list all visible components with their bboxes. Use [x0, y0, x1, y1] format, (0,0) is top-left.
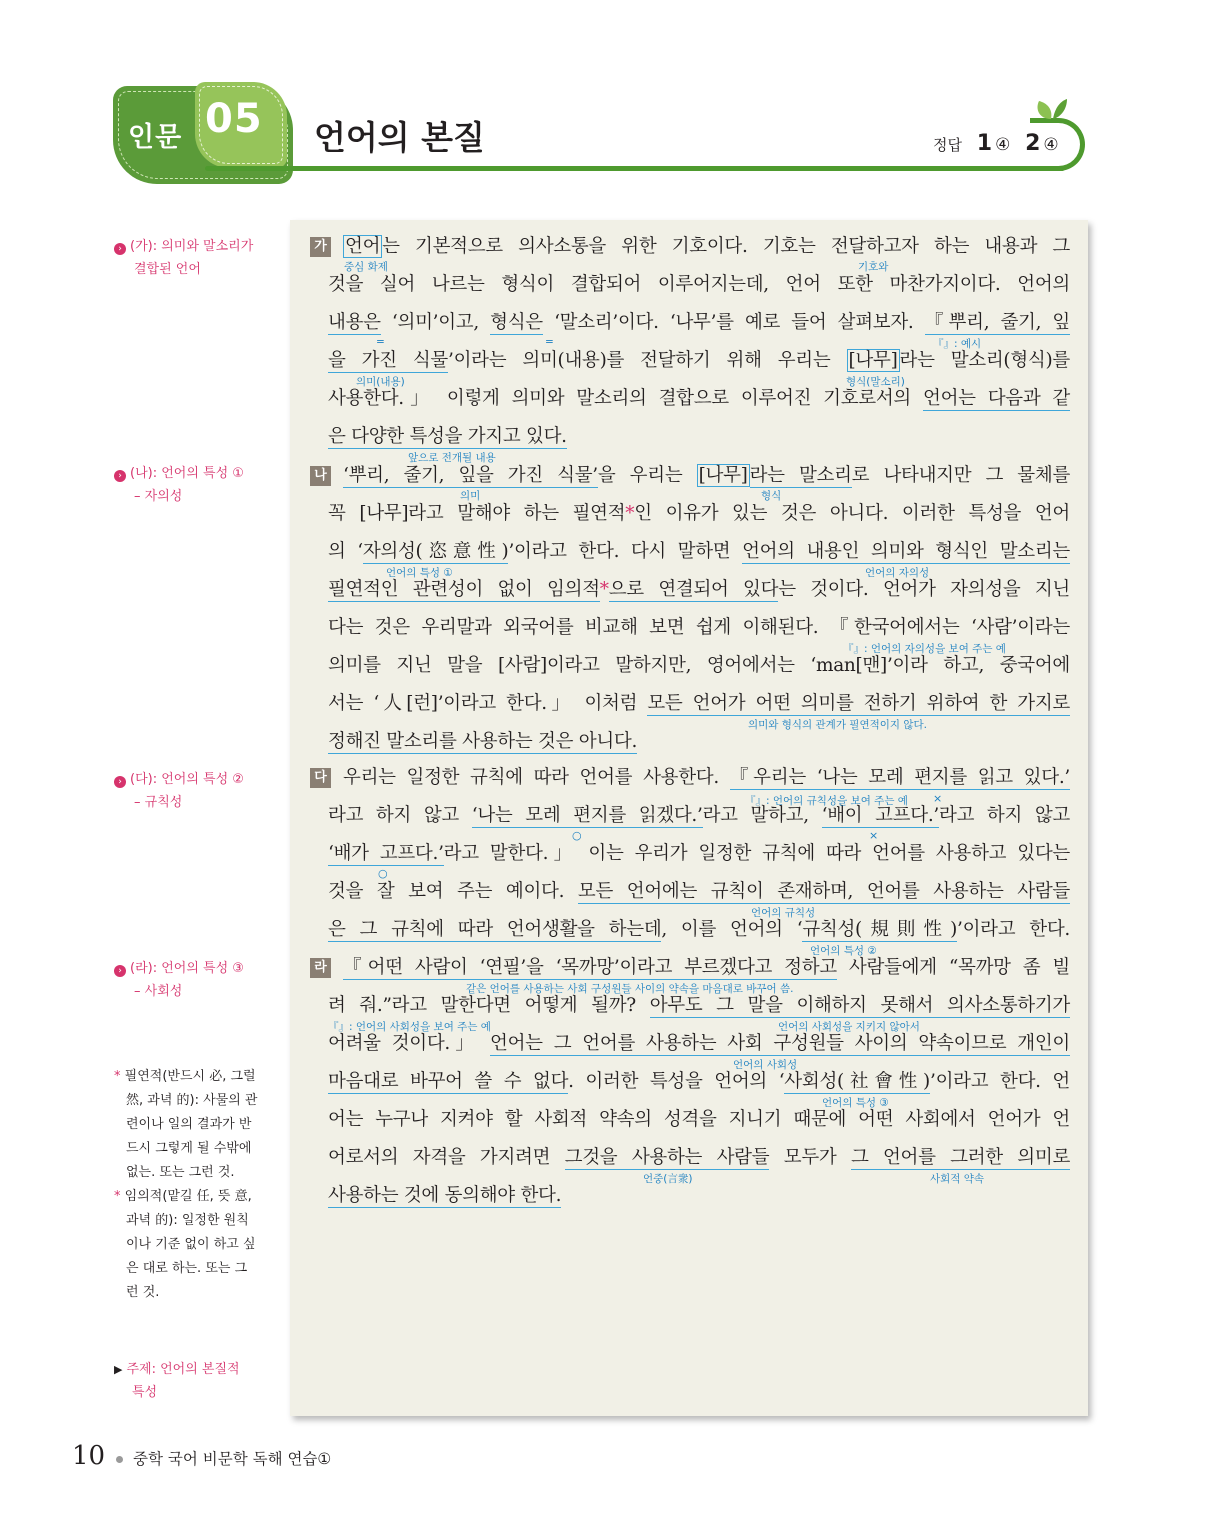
text-run: 꼭 [나무]라고 말해야 하는 필연적 — [328, 503, 626, 524]
annotation: 언어의 특성 ③ — [822, 1097, 889, 1109]
text-run: ‘나는 모레 편지를 읽겠다.’ — [471, 805, 703, 826]
text-run: ‘의미’이고, — [380, 312, 491, 333]
arrow-circle-icon: › — [114, 470, 126, 482]
passage-line — [328, 577, 1070, 603]
text-run: 것을 잘 보여 주는 예이다. — [328, 881, 578, 902]
glossary-line: 然, 과녁 的): 사물의 관 — [126, 1093, 258, 1108]
sidebar-note-ga — [114, 235, 274, 281]
answer-a1: ④ — [995, 135, 1011, 155]
passage-line — [343, 234, 1070, 260]
passage-line — [343, 955, 1070, 981]
sidebar-note-line: (다): 언어의 특성 ② — [130, 772, 244, 787]
annotation: 『』: 언어의 규칙성을 보여 주는 예 — [745, 795, 908, 807]
passage-line — [328, 615, 1070, 641]
text-run: ’이라고 한다. — [957, 919, 1070, 940]
text-run: 사용한다.」 이렇게 의미와 말소리의 결합으로 이루어진 기호로서의 — [328, 388, 923, 409]
text-run: 으로 연결되어 있다 — [608, 579, 779, 600]
annotation: 사회적 약속 — [930, 1173, 985, 1185]
paragraph-mark-ra: 라 — [310, 958, 331, 978]
annotation: 의미와 형식의 관계가 필연적이지 않다. — [748, 719, 927, 731]
theme-line: 특성 — [132, 1385, 158, 1400]
key-term: 언어 — [345, 236, 381, 257]
category-label: 인문 — [128, 122, 183, 153]
theme-note — [114, 1358, 274, 1404]
text-run: 려 줘.”라고 말한다면 어떻게 될까? — [328, 995, 650, 1016]
passage-line — [328, 729, 1070, 755]
text-run: 『우리는 ‘나는 모레 편지를 읽고 있다.’ — [729, 767, 1070, 788]
text-run: 라고 하지 않고 — [939, 805, 1070, 826]
annotation: 언어의 사회성을 지키지 않아서 — [778, 1021, 920, 1033]
text-run: 정해진 말소리를 사용하는 것은 아니다. — [328, 731, 638, 752]
paragraph-mark-da: 다 — [310, 768, 331, 788]
text-run: 라고 말한다.」 이는 우리가 일정한 규칙에 따라 언어를 사용하고 있다는 — [443, 843, 1070, 864]
paragraph-mark-na: 나 — [310, 466, 331, 486]
passage-line — [328, 1031, 1070, 1057]
text-run: 아무도 그 말을 이해하지 못해서 의사소통하기가 — [649, 995, 1071, 1016]
bullet-dot-icon — [116, 1456, 123, 1463]
glossary-line: 필연적(반드시 必, 그럴 — [124, 1069, 256, 1084]
answer-a2: ④ — [1043, 135, 1059, 155]
passage-line: 것을 실어 나르는 형식이 결합되어 이루어지는데, 언어 또한 마찬가지이다. 언어의 — [328, 274, 1070, 295]
text-run: * — [625, 503, 635, 524]
book-title: 중학 국어 비문학 독해 연습① — [133, 1450, 332, 1468]
text-run: 라는 말소리(형식)를 — [899, 350, 1070, 371]
text-run: 라고 하지 않고 — [328, 805, 472, 826]
sidebar-note-line: – 자의성 — [134, 489, 183, 504]
correct-mark: ○ — [572, 829, 582, 842]
text-run: 는 기본적으로 의사소통을 위한 기호이다. 기호는 전달하고자 하는 내용과 그 — [382, 236, 1070, 257]
annotation: 언중(言衆) — [643, 1173, 693, 1185]
text-run: 『한국어에서는 ‘사람’이라는 — [829, 617, 1070, 638]
text-run: 어로서의 자격을 가지려면 — [328, 1147, 565, 1168]
text-run: , 이를 언어의 ‘ — [661, 919, 803, 940]
passage-line — [328, 386, 1070, 412]
passage-line: 어는 누구나 지켜야 할 사회적 약속의 성격을 지니기 때문에 어떤 사회에서 언어가 언 — [328, 1109, 1070, 1130]
sidebar-note-na — [114, 462, 274, 508]
annotation: 『』: 예시 — [933, 338, 982, 350]
lesson-number: 05 — [205, 96, 263, 142]
passage-line: 의미를 지닌 말을 [사람]이라고 말하지만, 영어에서는 ‘man[맨]’이라 하고, 중국어에 — [328, 655, 1070, 676]
annotation: = — [545, 336, 554, 348]
text-run: 필연적인 관련성이 없이 임의적 — [328, 579, 600, 600]
text-run: 로 나타내지만 그 물체를 — [851, 465, 1071, 486]
glossary-line: 없는. 또는 그런 것. — [126, 1165, 235, 1180]
annotation: 기호와 — [858, 261, 889, 273]
text-run: 언어는 그 언어를 사용하는 사회 구성원들 사이의 약속이므로 개인이 — [490, 1033, 1070, 1054]
glossary-line: 과녁 的): 일정한 원칙 — [126, 1213, 249, 1228]
annotation: 중심 화제 — [344, 261, 388, 273]
wrong-mark: × — [933, 792, 943, 805]
annotation: 언어의 규칙성 — [751, 907, 816, 919]
asterisk-icon: * — [114, 1069, 121, 1084]
text-run: 라고 말하고, — [702, 805, 822, 826]
sidebar-note-line: – 사회성 — [134, 984, 183, 999]
theme-line: 주제: 언어의 본질적 — [126, 1362, 240, 1377]
wrong-mark: × — [869, 829, 879, 842]
passage-line — [328, 1145, 1070, 1171]
text-run: 모든 언어에는 규칙이 존재하며, 언어를 사용하는 사람들 — [577, 881, 1070, 902]
text-run: 다는 것은 우리말과 외국어를 비교해 보면 쉽게 이해된다. — [328, 617, 830, 638]
annotation: 언어의 특성 ② — [810, 945, 877, 957]
sidebar-note-line: (나): 언어의 특성 ① — [130, 466, 244, 481]
annotation: 형식 — [761, 490, 782, 502]
paragraph-mark-ga: 가 — [310, 237, 331, 257]
text-run: 라는 말소리 — [749, 465, 852, 486]
annotation: 의미(내용) — [356, 376, 405, 388]
answer-q1: 1 — [976, 131, 993, 156]
passage-line — [328, 1183, 1070, 1209]
answer-box — [933, 131, 1059, 156]
sidebar-note-line: (가): 의미와 말소리가 — [130, 239, 254, 254]
glossary-line: 련이나 일의 결과가 반 — [126, 1117, 252, 1132]
text-run: 인 이유가 있는 것은 아니다. 이러한 특성을 언어 — [634, 503, 1070, 524]
passage-line — [343, 765, 1070, 791]
sidebar-note-ra — [114, 957, 274, 1003]
text-run: . 이러한 특성을 언어의 ‘ — [568, 1071, 785, 1092]
text-run: 사용하는 것에 동의해야 한다. — [328, 1185, 562, 1206]
text-run: [나무] — [848, 350, 898, 371]
arrow-circle-icon: › — [114, 243, 126, 255]
text-run: 내용은 — [328, 312, 381, 333]
glossary-line: 드시 그렇게 될 수밖에 — [126, 1141, 252, 1156]
text-run: 마음대로 바꾸어 쓸 수 없다 — [328, 1071, 569, 1092]
text-run: 은 그 규칙에 따라 언어생활을 하는데 — [328, 919, 662, 940]
glossary-line: 은 대로 하는. 또는 그 — [126, 1261, 248, 1276]
text-run: 그 언어를 그러한 의미로 — [850, 1147, 1071, 1168]
passage-line — [328, 691, 1070, 717]
passage-line — [328, 993, 1070, 1019]
text-run: 자의성(恣意性) — [362, 541, 509, 562]
text-run: 『어떤 사람이 ‘연필’을 ‘목까망’이라고 부르겠다고 정하고 — [343, 957, 837, 978]
text-run: 모든 언어가 어떤 의미를 전하기 위하여 한 가지로 — [647, 693, 1070, 714]
triangle-icon: ▶ — [114, 1363, 123, 1376]
text-run: 모두가 — [769, 1147, 851, 1168]
text-run: [나무] — [698, 465, 748, 486]
sidebar-note-da — [114, 768, 274, 814]
annotation: 의미 — [460, 490, 481, 502]
text-run: 의 ‘ — [328, 541, 363, 562]
text-run: 사람들에게 “목까망 좀 빌 — [836, 957, 1070, 978]
passage-line — [328, 803, 1070, 829]
passage-line — [328, 310, 1070, 336]
text-run: 는 것이다. 언어가 자의성을 지닌 — [778, 579, 1071, 600]
answer-q2: 2 — [1025, 131, 1041, 156]
sidebar-note-line: – 규칙성 — [134, 795, 183, 810]
passage-line — [328, 539, 1070, 565]
passage-line — [328, 1069, 1070, 1095]
glossary-line: 임의적(맡길 任, 뜻 意, — [124, 1189, 252, 1204]
asterisk-icon: * — [114, 1189, 121, 1204]
passage-line — [328, 841, 1070, 867]
text-run: ‘배이 고프다.’ — [821, 805, 939, 826]
annotation: 언어의 사회성 — [733, 1059, 798, 1071]
annotation: 앞으로 전개될 내용 — [408, 452, 496, 464]
annotation: = — [376, 336, 385, 348]
text-run: 『뿌리, 줄기, 잎 — [924, 312, 1070, 333]
text-run: * — [599, 579, 609, 600]
text-run: 규칙성(規則性) — [802, 919, 957, 940]
text-run: 어려울 것이다.」 — [328, 1033, 491, 1054]
page-title: 언어의 본질 — [314, 118, 485, 157]
text-run: ‘뿌리, 줄기, 잎을 가진 식물’ — [343, 465, 598, 486]
text-run: ‘배가 고프다.’ — [328, 843, 444, 864]
text-run: 을 가진 식물 — [328, 350, 449, 371]
header-underline — [205, 166, 1065, 171]
text-run: 그것을 사용하는 사람들 — [564, 1147, 770, 1168]
annotation: 형식(말소리) — [846, 376, 905, 388]
text-run: ‘말소리’이다. ‘나무’를 예로 들어 살펴보자. — [542, 312, 925, 333]
sidebar-note-line: 결합된 언어 — [134, 262, 201, 277]
text-run: 우리는 일정한 규칙에 따라 언어를 사용한다. — [343, 767, 730, 788]
correct-mark: ○ — [378, 867, 388, 880]
glossary-note-2 — [114, 1185, 264, 1305]
arrow-circle-icon: › — [114, 776, 126, 788]
annotation: 언어의 특성 ① — [386, 567, 453, 579]
sidebar-note-line: (라): 언어의 특성 ③ — [130, 961, 244, 976]
passage-line — [328, 501, 1070, 527]
text-run: 언어는 다음과 같 — [923, 388, 1070, 409]
passage-line — [328, 348, 1070, 374]
passage-line — [328, 424, 1070, 450]
page-number: 10 — [72, 1441, 106, 1471]
leaf-icon — [1033, 97, 1069, 121]
glossary-notes — [114, 1065, 264, 1305]
glossary-line: 이나 기준 없이 하고 싶 — [126, 1237, 256, 1252]
text-run: 을 우리는 — [597, 465, 697, 486]
text-run: ’이라고 한다. 언 — [929, 1071, 1070, 1092]
text-run: ’이라는 의미(내용)를 전달하기 위해 우리는 — [448, 350, 847, 371]
annotation: 언어의 자의성 — [865, 567, 930, 579]
passage-line — [328, 879, 1070, 905]
annotation: 같은 언어를 사용하는 사회 구성원들 사이의 약속을 마음대로 바꾸어 씀. — [466, 983, 794, 995]
answer-label: 정답 — [933, 136, 962, 154]
text-run: 언어의 내용인 의미와 형식인 말소리는 — [742, 541, 1070, 562]
passage-line — [328, 917, 1070, 943]
annotation: 『』: 언어의 사회성을 보여 주는 예 — [328, 1021, 491, 1033]
passage-line — [343, 463, 1070, 489]
text-run: ’이라고 한다. 다시 말하면 — [508, 541, 743, 562]
text-run: 서는 ‘人[런]’이라고 한다.」 이처럼 — [328, 693, 648, 714]
text-run: 사회성(社會性) — [784, 1071, 930, 1092]
arrow-circle-icon: › — [114, 965, 126, 977]
glossary-line: 런 것. — [126, 1285, 160, 1300]
text-run: 형식은 — [490, 312, 543, 333]
text-run: 은 다양한 특성을 가지고 있다. — [328, 426, 567, 447]
annotation: 『』: 언어의 자의성을 보여 주는 예 — [843, 643, 1006, 655]
glossary-note-1 — [114, 1065, 264, 1185]
